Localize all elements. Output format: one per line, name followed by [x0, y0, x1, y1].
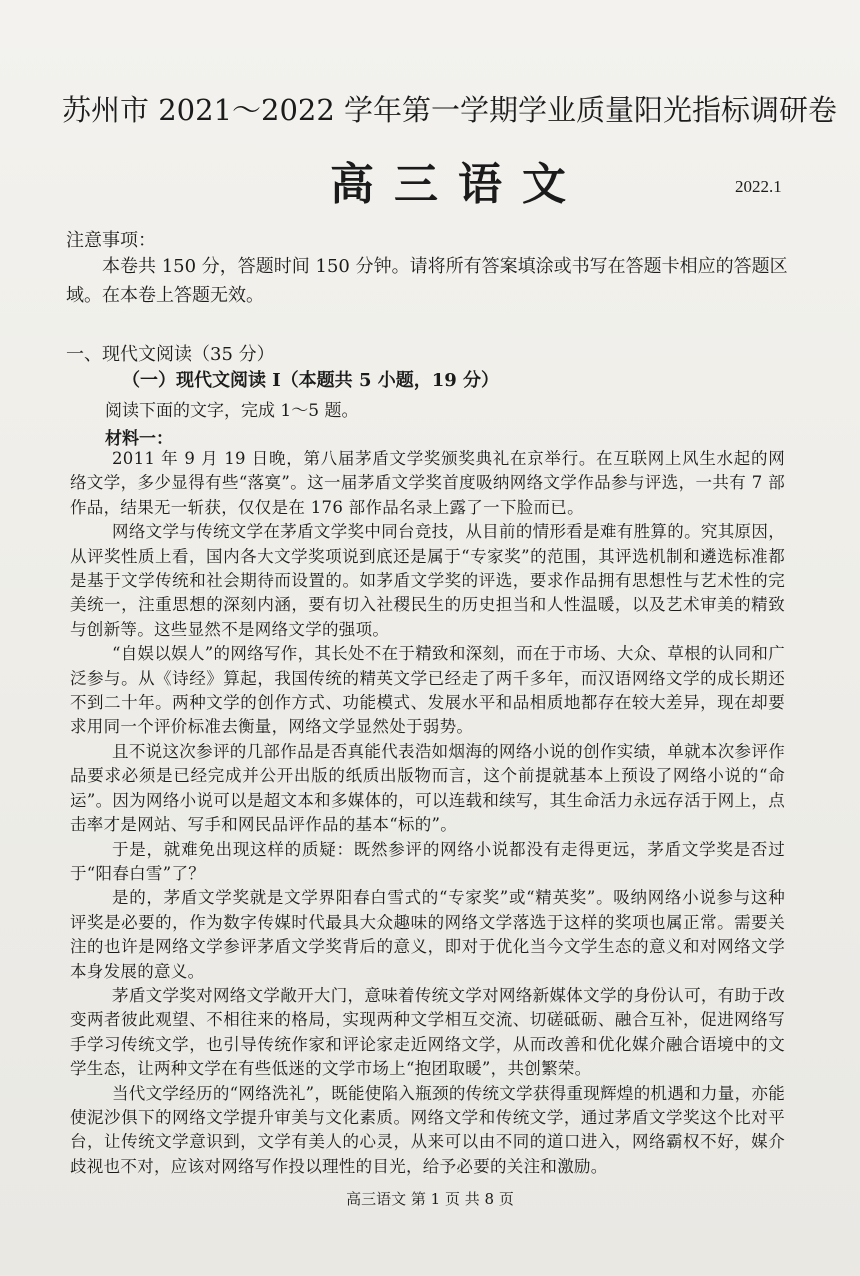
paragraph: 茅盾文学奖对网络文学敞开大门，意味着传统文学对网络新媒体文学的身份认可，有助于改变两者彼此观望、不相往来的格局，实现两种文学相互交流、切磋砥砺、融合互补，促进网络写手学习传统文学，也引导传统作家和评论家走近网络文学，从而改善和优化媒介融合语境中的文学生态，让两种文学在有些低迷的文学市场上“抱团取暖”，共创繁荣。	[70, 985, 785, 1079]
section-heading: 一、现代文阅读（35 分）	[66, 344, 275, 365]
notice-heading: 注意事项：	[66, 230, 156, 251]
article-body	[70, 447, 785, 1179]
material-label: 材料一：	[105, 429, 173, 449]
paragraph: 2011 年 9 月 19 日晚，第八届茅盾文学奖颁奖典礼在京举行。在互联网上风生水起的网络文学，多少显得有些“落寞”。这一届茅盾文学奖首度吸纳网络文学作品参与评选，一共有 7 部作品，结果无一斩获，仅仅是在 176 部作品名录上露了一下脸而已。	[70, 449, 785, 517]
paragraph: 于是，就难免出现这样的质疑：既然参评的网络小说都没有走得更远，茅盾文学奖是否过于“阳春白雪”了？	[70, 839, 785, 883]
exam-date: 2022.1	[735, 177, 782, 196]
subsection-heading: （一）现代文阅读 I（本题共 5 小题，19 分）	[122, 370, 500, 391]
paragraph: 网络文学与传统文学在茅盾文学奖中同台竞技，从目前的情形看是难有胜算的。究其原因，从评奖性质上看，国内各大文学奖项说到底还是属于“专家奖”的范围，其评选机制和遴选标准都是基于文学传统和社会期待而设置的。如茅盾文学奖的评选，要求作品拥有思想性与艺术性的完美统一，注重思想的深刻内涵，要有切入社稷民生的历史担当和人性温暖，以及艺术审美的精致与创新等。这些显然不是网络文学的强项。	[70, 522, 785, 639]
subject-title: 高三语文	[330, 159, 586, 210]
page-footer: 高三语文 第 1 页 共 8 页	[346, 1190, 514, 1208]
paragraph: 是的，茅盾文学奖就是文学界阳春白雪式的“专家奖”或“精英奖”。吸纳网络小说参与这种评奖是必要的，作为数字传媒时代最具大众趣味的网络文学落选于这样的奖项也属正常。需要关注的也许是网络文学参评茅盾文学奖背后的意义，即对于优化当今文学生态的意义和对网络文学本身发展的意义。	[70, 888, 785, 981]
paragraph: “自娱以娱人”的网络写作，其长处不在于精致和深刻，而在于市场、大众、草根的认同和广泛参与。从《诗经》算起，我国传统的精英文学已经走了两千多年，而汉语网络文学的成长期还不到二十年。两种文学的创作方式、功能模式、发展水平和品相质地都存在较大差异，现在却要求用同一个评价标准去衡量，网络文学显然处于弱势。	[70, 644, 785, 737]
exam-title: 苏州市 2021～2022 学年第一学期学业质量阳光指标调研卷	[62, 93, 838, 127]
paragraph: 当代文学经历的“网络洗礼”，既能使陷入瓶颈的传统文学获得重现辉煌的机遇和力量，亦能使泥沙俱下的网络文学提升审美与文化素质。网络文学和传统文学，通过茅盾文学奖这个比对平台，让传统文学意识到，文学有美人的心灵，从来可以由不同的道口进入，网络霸权不好，媒介歧视也不对，应该对网络写作投以理性的目光，给予必要的关注和激励。	[70, 1083, 785, 1176]
reading-instruction: 阅读下面的文字，完成 1～5 题。	[105, 401, 359, 421]
paragraph: 且不说这次参评的几部作品是否真能代表浩如烟海的网络小说的创作实绩，单就本次参评作品要求必须是已经完成并公开出版的纸质出版物而言，这个前提就基本上预设了网络小说的“命运”。因为网络小说可以是超文本和多媒体的，可以连载和续写，其生命活力永远存活于网上，点击率才是网站、写手和网民品评作品的基本“标的”。	[70, 741, 785, 835]
notice-body: 本卷共 150 分，答题时间 150 分钟。请将所有答案填涂或书写在答题卡相应的答题区域。在本卷上答题无效。	[66, 256, 788, 306]
